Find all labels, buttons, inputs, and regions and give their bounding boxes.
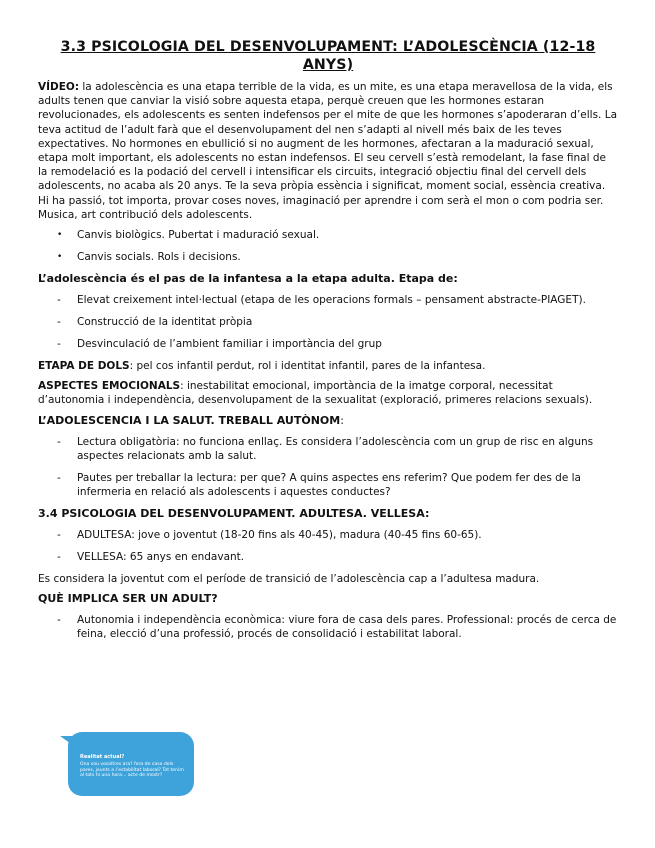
etapa-list (38, 293, 618, 351)
page-title: 3.3 PSICOLOGIA DEL DESENVOLUPAMENT: L’ADOLESCÈNCIA (12-18 ANYS) (60, 39, 596, 73)
video-text: la adolescència es una etapa terrible de la vida, es un mite, es una etapa meravellosa de la vida, els adults tenen que canviar la visió sobre aquesta etapa, perquè creuen que les hormones estaran revolucionades, els adolescents es senten indefensos per el mite de que les hormones s’apoderaran d’ells. La teva actitud de l’adult farà que el desenvolupament del nen s’adapti al nivell més baix de les teves expectatives. No hormones en ebullició si no augment de les hormones, afectaran a la maduració sexual, etapa molt important, els adolescents no estan indefensos. El seu cervell s’està remodelant, la fase final de la remodelació es la podació del cervell i intensificar els circuits, integració objectiu final del cervell dels adolescents, no acaba als 20 anys. Te la seva pròpia essència i significat, moment social, essència creativa. Hi ha passió, tot importa, provar coses noves, imaginació per aprendre i com serà el mon o com podria ser. Musica, art contribució dels adolescents. (38, 81, 618, 221)
implica-heading: QUÈ IMPLICA SER UN ADULT? (38, 591, 218, 605)
canvis-list (38, 228, 618, 264)
dols-paragraph (38, 359, 618, 373)
list-item-text: Lectura obligatòria: no funciona enllaç. Es considera l’adolescència com un grup de risc en alguns aspectes relacionats amb la salut. (77, 435, 594, 462)
speech-bubble-text (80, 755, 184, 779)
speech-bubble-body (68, 732, 194, 796)
bullet-marker: • (57, 230, 63, 241)
emocionals-label: ASPECTES EMOCIONALS (38, 380, 181, 393)
speech-bubble-title: Realitat actual? (80, 754, 125, 760)
list-item (38, 337, 618, 351)
emocionals-paragraph (38, 379, 618, 407)
dols-label: ETAPA DE DOLS (38, 360, 130, 373)
salut-heading (38, 414, 618, 428)
emocionals-text: : inestabilitat emocional, importància de la imatge corporal, necessitat d’autonomia i independència, desenvolupament de la sexualitat (exploració, primeres relacions sexuals). (38, 380, 593, 407)
joventut-paragraph: Es considera la joventut com el període de transició de l’adolescència cap a l’adultesa madura. (38, 572, 540, 585)
list-item (38, 471, 618, 499)
list-item-text: Construcció de la identitat pròpia (77, 316, 253, 329)
salut-heading-suffix: : (340, 413, 344, 427)
dash-marker: - (57, 294, 61, 307)
salut-list (38, 435, 618, 499)
implica-list (38, 613, 618, 641)
dash-marker: - (57, 316, 61, 329)
list-item (38, 293, 618, 307)
list-item (38, 435, 618, 463)
list-item-text: Canvis biològics. Pubertat i maduració sexual. (77, 229, 320, 242)
list-item (38, 550, 618, 564)
list-item-text: Pautes per treballar la lectura: per que? A quins aspectes ens referim? Que podem fer des de la infermeria en relació als adolescents i aquestes conductes? (77, 471, 581, 498)
video-label: VÍDEO: (38, 81, 80, 93)
pas-heading: L’adolescència és el pas de la infantesa a la etapa adulta. Etapa de: (38, 272, 458, 286)
list-item-text: Elevat creixement intel·lectual (etapa de les operacions formals – pensament abstracte-PIAGET). (77, 294, 586, 307)
salut-heading-text: L’ADOLESCENCIA I LA SALUT. TREBALL AUTÒNOM (38, 413, 341, 427)
document-page (38, 38, 618, 649)
list-item (38, 315, 618, 329)
dash-marker: - (57, 338, 61, 351)
dash-marker: - (57, 471, 61, 484)
speech-bubble-content: Ona sou vosaltres ara? fora de casa dels pares, jeunts a l’estabilitat laboral? Tot tenim al tots hi una hora... acte de mostr? (80, 761, 184, 779)
list-item-text: VELLESA: 65 anys en endavant. (77, 550, 245, 563)
adultesa-list (38, 528, 618, 564)
list-item-text: Autonomia i independència econòmica: viure fora de casa dels pares. Professional: procés de cerca de feina, elecció d’una professió, procés de consolidació i estabilitat laboral. (77, 613, 617, 640)
adultesa-heading: 3.4 PSICOLOGIA DEL DESENVOLUPAMENT. ADULTESA. VELLESA: (38, 506, 430, 520)
bullet-marker: • (57, 252, 63, 263)
speech-bubble (58, 732, 198, 802)
list-item (38, 228, 618, 242)
dash-marker: - (57, 528, 61, 541)
dols-text: : pel cos infantil perdut, rol i identitat infantil, pares de la infantesa. (129, 360, 486, 373)
list-item-text: ADULTESA: jove o joventut (18-20 fins als 40-45), madura (40-45 fins 60-65). (77, 528, 482, 541)
dash-marker: - (57, 435, 61, 448)
dash-marker: - (57, 550, 61, 563)
list-item (38, 250, 618, 264)
video-paragraph (38, 80, 618, 222)
list-item-text: Canvis socials. Rols i decisions. (77, 251, 241, 264)
list-item (38, 613, 618, 641)
list-item-text: Desvinculació de l’ambient familiar i importància del grup (77, 338, 382, 351)
dash-marker: - (57, 613, 61, 626)
list-item (38, 528, 618, 542)
